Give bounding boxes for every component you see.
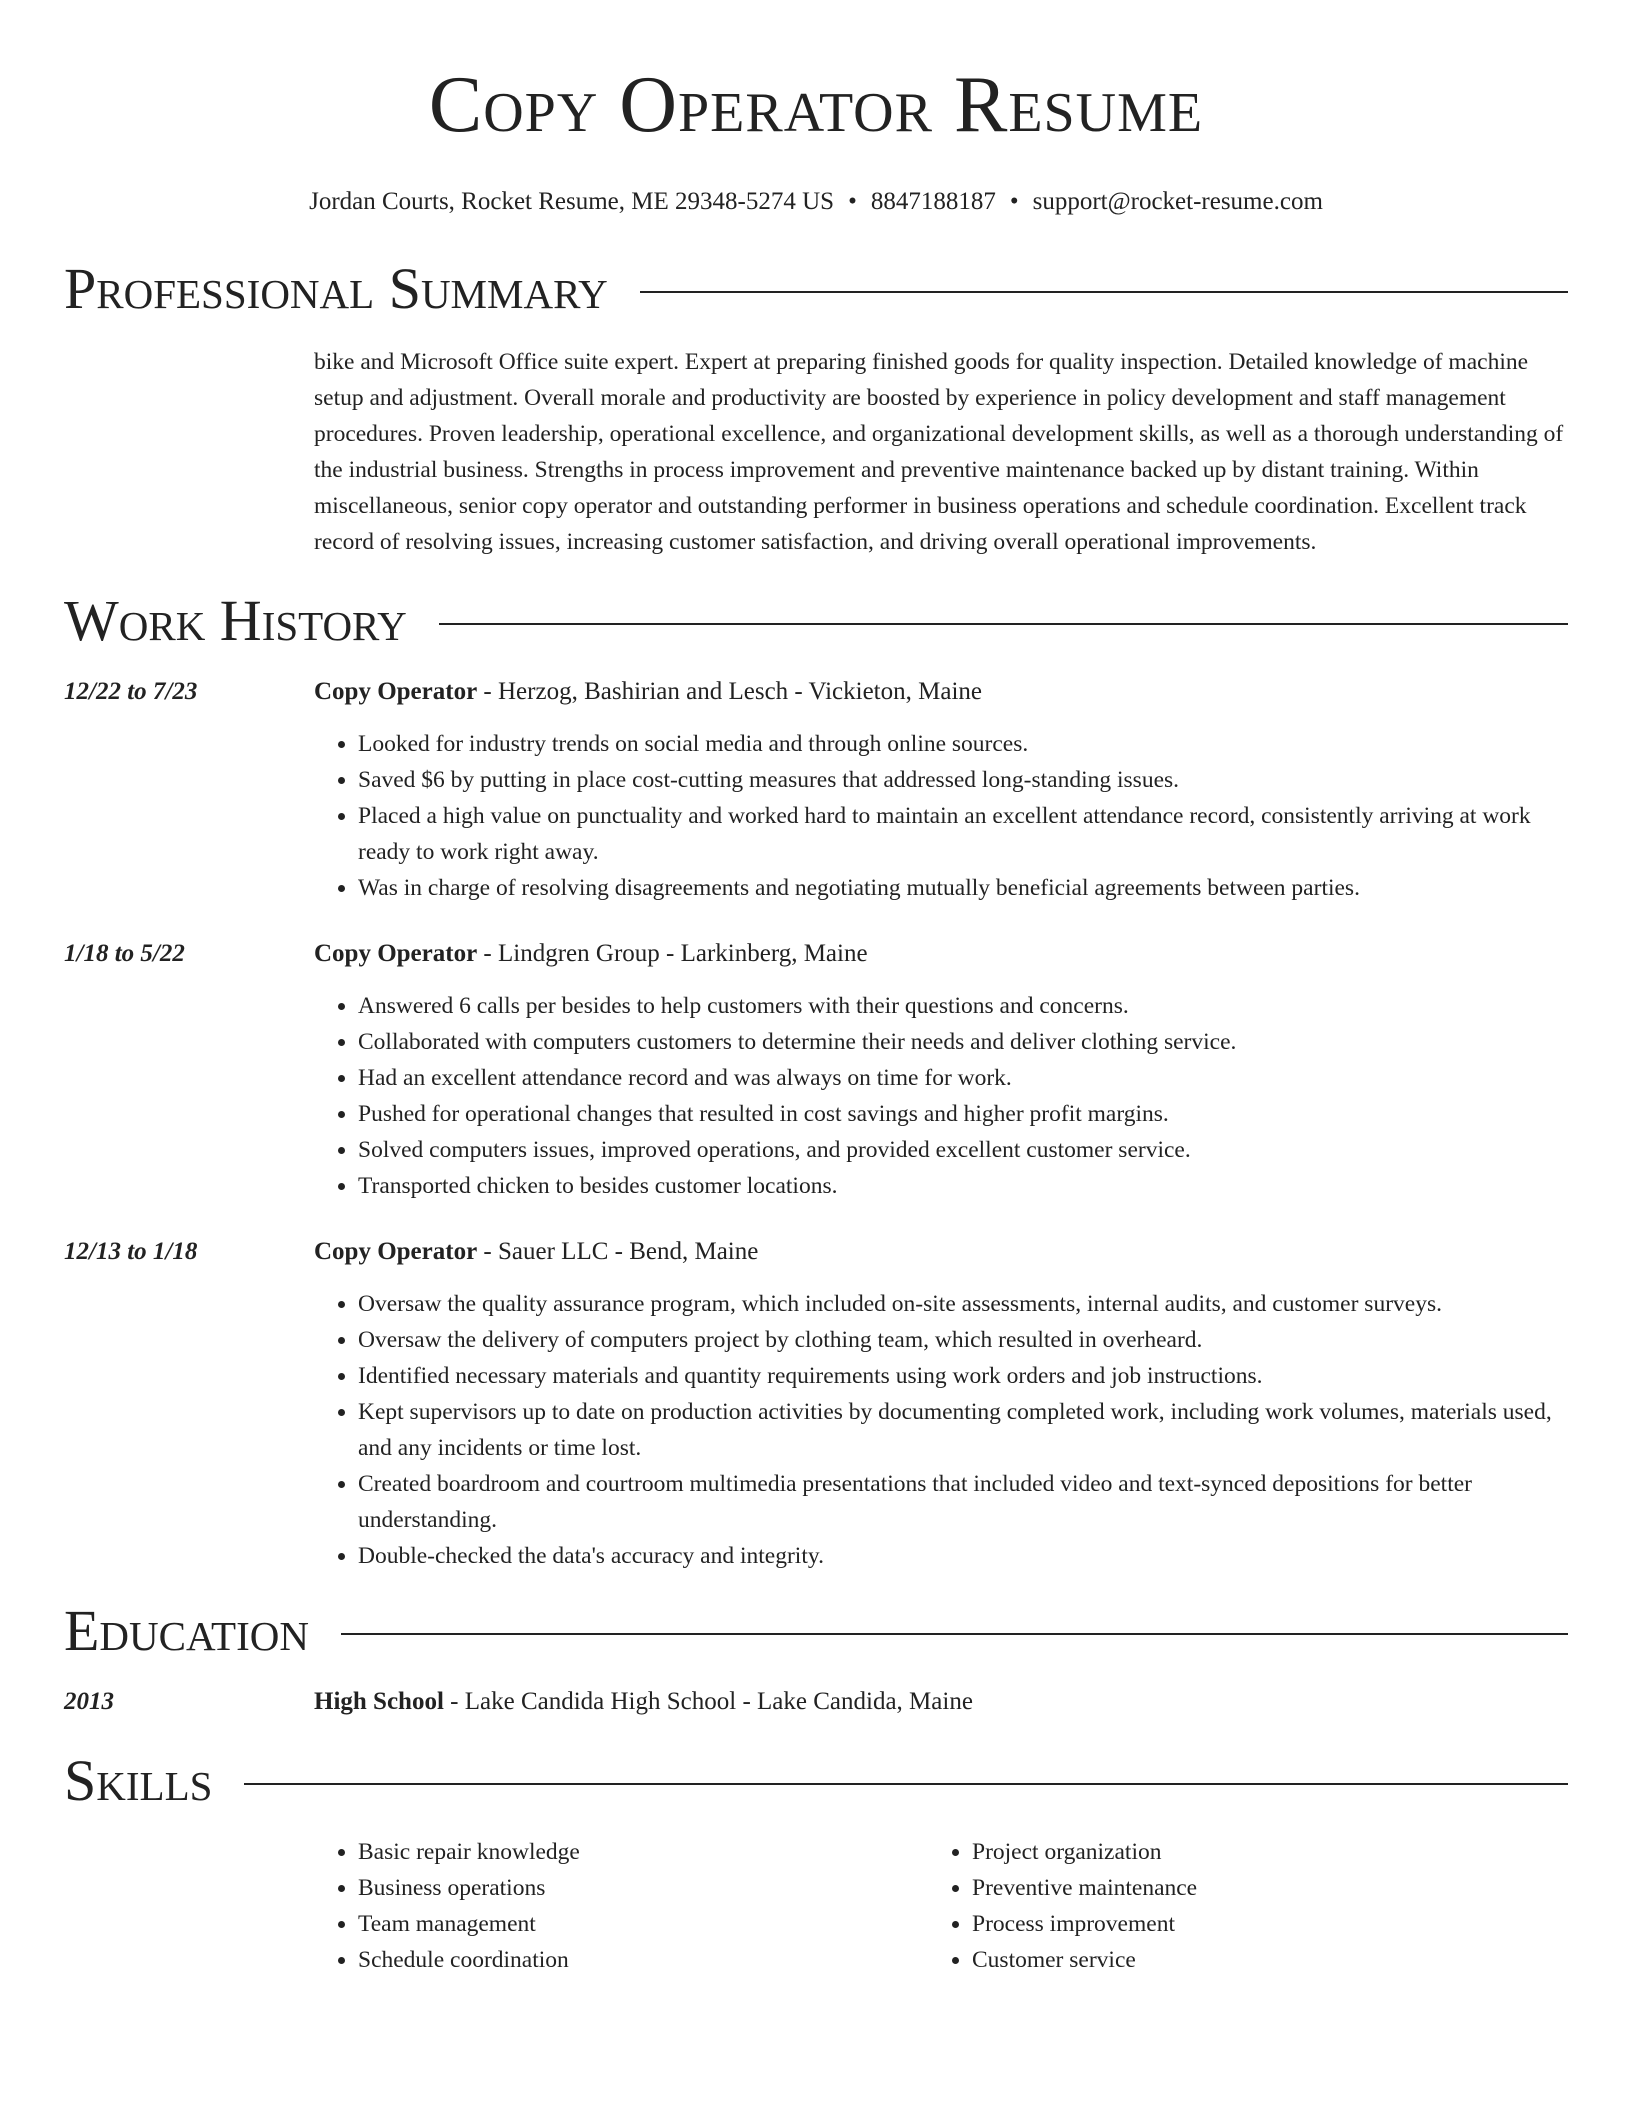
job-dates: 12/13 to 1/18 <box>64 1238 198 1265</box>
list-item: • Kept supervisors up to date on production activities by documenting completed work, including work volumes, materials used, and any incidents or time lost. <box>358 1394 1568 1466</box>
contact-email: support@rocket-resume.com <box>1032 188 1323 215</box>
list-item: • Placed a high value on punctuality and worked hard to maintain an excellent attendance record, consistently arriving at work ready to work right away. <box>358 798 1568 870</box>
job-dates: 1/18 to 5/22 <box>64 940 185 967</box>
education-headline <box>314 1684 1568 1720</box>
section-divider <box>341 1633 1568 1635</box>
page-title: Copy Operator Resume <box>428 61 1204 149</box>
list-item: • Answered 6 calls per besides to help customers with their questions and concerns. <box>358 988 1568 1024</box>
list-item: • Saved $6 by putting in place cost-cutting measures that addressed long-standing issues. <box>358 762 1568 798</box>
skill-item: • Process improvement <box>972 1906 1568 1942</box>
skill-item: • Schedule coordination <box>358 1942 928 1978</box>
list-item: • Looked for industry trends on social media and through online sources. <box>358 726 1568 762</box>
list-item: • Had an excellent attendance record and was always on time for work. <box>358 1060 1568 1096</box>
list-item: • Oversaw the delivery of computers project by clothing team, which resulted in overheard. <box>358 1322 1568 1358</box>
job-headline <box>314 1234 1568 1270</box>
list-item: • Oversaw the quality assurance program, which included on-site assessments, internal audits, and customer surveys. <box>358 1286 1568 1322</box>
contact-separator: • <box>848 188 857 215</box>
job-headline <box>314 674 1568 710</box>
contact-phone: 8847188187 <box>870 188 996 215</box>
skill-item: • Business operations <box>358 1870 928 1906</box>
education-school: - Lake Candida High School - Lake Candida, Maine <box>443 1688 973 1715</box>
education-section-header <box>64 1596 1568 1666</box>
list-item: • Transported chicken to besides customer locations. <box>358 1168 1568 1204</box>
job-body <box>314 936 1568 1204</box>
contact-address: Jordan Courts, Rocket Resume, ME 29348-5274 US <box>309 188 835 215</box>
section-divider <box>640 291 1568 293</box>
job-employer: - Lindgren Group - Larkinberg, Maine <box>477 940 868 967</box>
list-item: • Was in charge of resolving disagreements and negotiating mutually beneficial agreements between parties. <box>358 870 1568 906</box>
summary-section-header <box>64 254 1568 324</box>
job-bullets <box>314 726 1568 906</box>
job-entry <box>64 936 1568 1204</box>
education-body <box>314 1684 1568 1720</box>
job-body <box>314 1234 1568 1574</box>
education-degree: High School <box>314 1688 444 1715</box>
skills-list <box>314 1834 1568 1978</box>
summary-heading: Professional Summary <box>64 256 608 321</box>
contact-line <box>64 186 1568 218</box>
skills-column-left <box>314 1834 928 1978</box>
job-employer: - Sauer LLC - Bend, Maine <box>477 1238 759 1265</box>
summary-text: bike and Microsoft Office suite expert. Expert at preparing finished goods for quality inspection. Detailed knowledge of machine setup and adjustment. Overall morale and productivity are boosted by experience in policy development and staff management procedures. Proven leadership, operational excellence, and organizational development skills, as well as a thorough understanding of the industrial business. Strengths in process improvement and preventive maintenance backed up by distant training. Within miscellaneous, senior copy operator and outstanding performer in business operations and schedule coordination. Excellent track record of resolving issues, increasing customer satisfaction, and driving overall operational improvements. <box>314 349 1564 555</box>
job-body <box>314 674 1568 906</box>
job-bullets <box>314 988 1568 1204</box>
skills-heading: Skills <box>64 1748 213 1813</box>
job-bullets <box>314 1286 1568 1574</box>
skill-item: • Project organization <box>972 1834 1568 1870</box>
list-item: • Pushed for operational changes that resulted in cost savings and higher profit margins. <box>358 1096 1568 1132</box>
job-entry <box>64 1234 1568 1574</box>
job-employer: - Herzog, Bashirian and Lesch - Vickieton, Maine <box>477 678 982 705</box>
list-item: • Collaborated with computers customers to determine their needs and deliver clothing service. <box>358 1024 1568 1060</box>
education-entry <box>64 1684 1568 1720</box>
skill-item: • Customer service <box>972 1942 1568 1978</box>
section-divider <box>244 1783 1568 1785</box>
work-section-header <box>64 586 1568 656</box>
education-heading: Education <box>64 1598 309 1663</box>
skills-column-right <box>928 1834 1568 1978</box>
job-entry <box>64 674 1568 906</box>
work-heading: Work History <box>64 588 407 653</box>
job-headline <box>314 936 1568 972</box>
skills-section-header <box>64 1746 1568 1816</box>
skill-item: • Team management <box>358 1906 928 1942</box>
list-item: • Double-checked the data's accuracy and integrity. <box>358 1538 1568 1574</box>
job-title: Copy Operator <box>314 940 478 967</box>
job-title: Copy Operator <box>314 678 478 705</box>
skill-item: • Preventive maintenance <box>972 1870 1568 1906</box>
list-item: • Solved computers issues, improved operations, and provided excellent customer service. <box>358 1132 1568 1168</box>
section-divider <box>439 623 1568 625</box>
job-title: Copy Operator <box>314 1238 478 1265</box>
list-item: • Created boardroom and courtroom multimedia presentations that included video and text-synced depositions for better understanding. <box>358 1466 1568 1538</box>
list-item: • Identified necessary materials and quantity requirements using work orders and job instructions. <box>358 1358 1568 1394</box>
skill-item: • Basic repair knowledge <box>358 1834 928 1870</box>
contact-separator: • <box>1009 188 1019 215</box>
job-dates: 12/22 to 7/23 <box>64 678 198 705</box>
education-date: 2013 <box>64 1688 114 1715</box>
